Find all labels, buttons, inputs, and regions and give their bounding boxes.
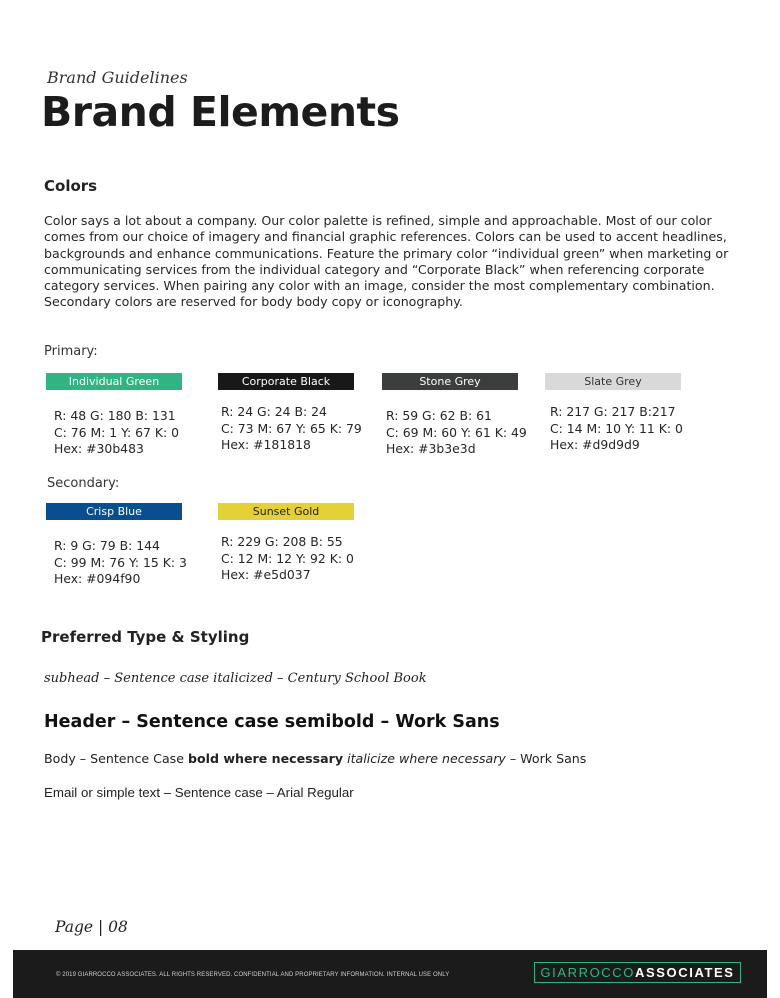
body-example-bold: bold where necessary: [188, 751, 344, 766]
spec-slate-grey: [550, 404, 683, 454]
spec-cmyk: C: 99 M: 76 Y: 15 K: 3: [54, 554, 187, 570]
header-example: Header – Sentence case semibold – Work Sans: [44, 712, 500, 732]
spec-rgb: R: 59 G: 62 B: 61: [386, 408, 492, 423]
spec-corporate-black: [221, 404, 362, 454]
swatch-corporate-black: Corporate Black: [218, 373, 354, 390]
footer-copyright: © 2019 GIARROCCO ASSOCIATES. ALL RIGHTS RESERVED. CONFIDENTIAL AND PROPRIETARY INFORMATION. INTERNAL USE ONLY: [56, 972, 450, 978]
spec-hex: Hex: #d9d9d9: [550, 437, 640, 452]
spec-rgb: R: 24 G: 24 B: 24: [221, 404, 327, 419]
page-subhead: Brand Guidelines: [47, 68, 188, 87]
spec-cmyk: C: 76 M: 1 Y: 67 K: 0: [54, 424, 179, 440]
swatch-individual-green: Individual Green: [46, 373, 182, 390]
spec-individual-green: [54, 408, 179, 458]
spec-rgb: R: 9 G: 79 B: 144: [54, 538, 160, 553]
primary-label: Primary:: [44, 344, 98, 359]
page-title: Brand Elements: [41, 88, 400, 136]
colors-heading: Colors: [44, 177, 98, 195]
spec-sunset-gold: [221, 534, 354, 584]
swatch-stone-grey: Stone Grey: [382, 373, 518, 390]
spec-hex: Hex: #e5d037: [221, 567, 311, 582]
colors-intro-paragraph: Color says a lot about a company. Our color palette is refined, simple and approachable. Most of our color comes from our choice of imagery and financial graphic references. Colors can be used to accent headlines, backgrounds and enhance communications. Feature the primary color “individual green” when marketing or communicating services from the individual category and “Corporate Black” when referencing corporate category services. When pairing any color with an image, consider the most complementary combination. Secondary colors are reserved for body body copy or iconography.: [44, 213, 729, 310]
company-logo: [534, 962, 741, 983]
spec-cmyk: C: 69 M: 60 Y: 61 K: 49: [386, 424, 527, 440]
body-example-plain: Body – Sentence Case: [44, 751, 188, 766]
type-heading: Preferred Type & Styling: [41, 628, 250, 646]
body-example-font: – Work Sans: [505, 751, 587, 766]
swatch-sunset-gold: Sunset Gold: [218, 503, 354, 520]
spec-hex: Hex: #30b483: [54, 441, 144, 456]
email-example: Email or simple text – Sentence case – Arial Regular: [44, 785, 354, 800]
subhead-example: subhead – Sentence case italicized – Century School Book: [44, 671, 427, 686]
spec-hex: Hex: #094f90: [54, 571, 141, 586]
spec-crisp-blue: [54, 538, 187, 588]
spec-cmyk: C: 73 M: 67 Y: 65 K: 79: [221, 420, 362, 436]
spec-rgb: R: 217 G: 217 B:217: [550, 404, 676, 419]
body-example-italic: italicize where necessary: [343, 751, 506, 766]
footer-bar: [13, 950, 767, 998]
swatch-slate-grey: Slate Grey: [545, 373, 681, 390]
body-example: [44, 751, 586, 766]
spec-cmyk: C: 12 M: 12 Y: 92 K: 0: [221, 550, 354, 566]
spec-cmyk: C: 14 M: 10 Y: 11 K: 0: [550, 420, 683, 436]
swatch-crisp-blue: Crisp Blue: [46, 503, 182, 520]
spec-rgb: R: 229 G: 208 B: 55: [221, 534, 343, 549]
spec-hex: Hex: #3b3e3d: [386, 441, 476, 456]
spec-rgb: R: 48 G: 180 B: 131: [54, 408, 176, 423]
spec-hex: Hex: #181818: [221, 437, 311, 452]
spec-stone-grey: [386, 408, 527, 458]
logo-text-giarrocco: GIARROCCO: [540, 965, 635, 980]
logo-text-associates: ASSOCIATES: [635, 965, 735, 980]
page-number: Page | 08: [55, 918, 128, 936]
secondary-label: Secondary:: [47, 476, 120, 491]
